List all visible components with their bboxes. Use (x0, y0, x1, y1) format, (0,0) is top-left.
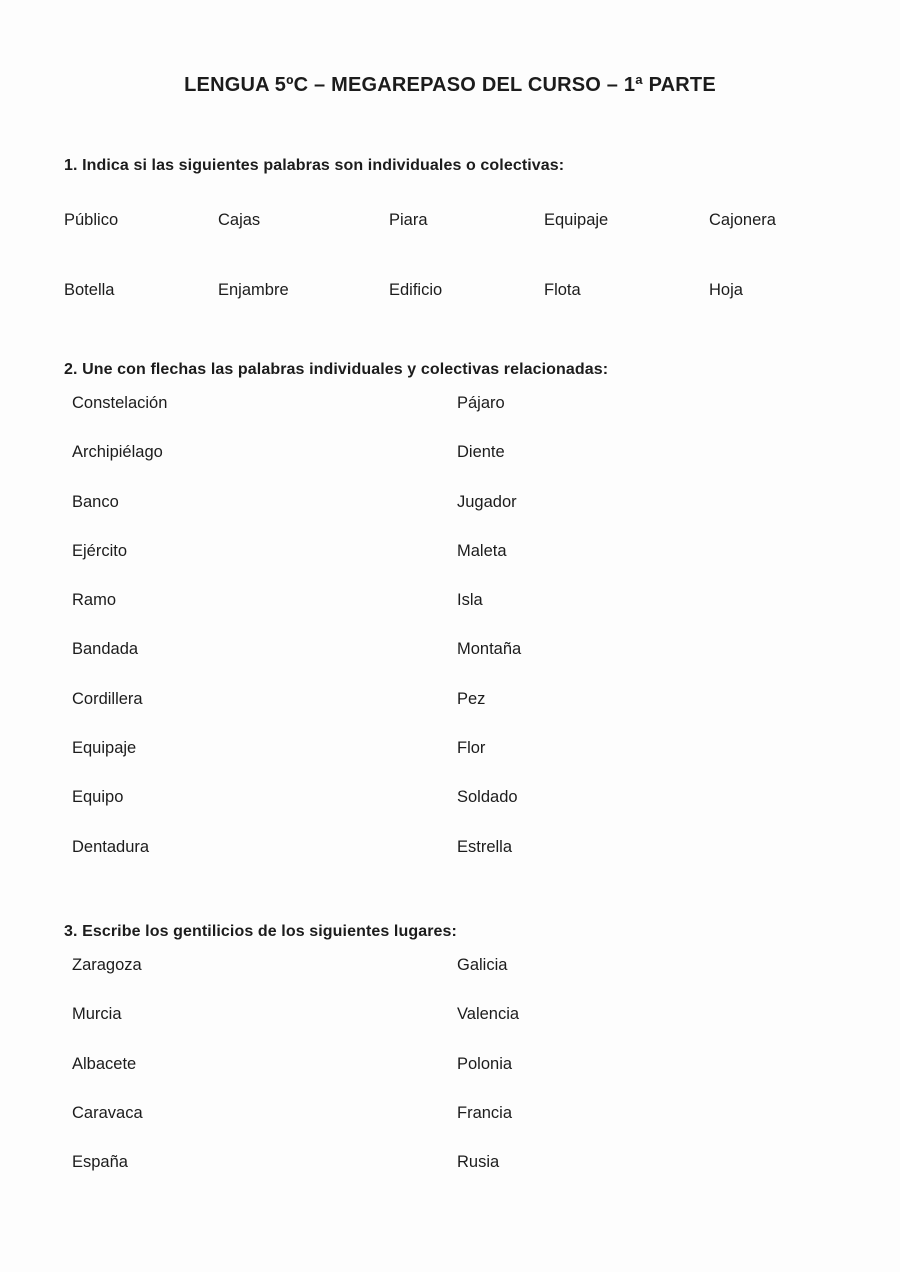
word-item: Estrella (457, 837, 513, 856)
word-item: Cajas (218, 211, 261, 229)
exercise1-word-row (64, 281, 743, 300)
pair-row (72, 957, 900, 1006)
pair-row (72, 395, 900, 444)
word-item: Isla (457, 591, 483, 610)
pair-row (72, 543, 900, 592)
word-item: Zaragoza (72, 956, 142, 974)
word-item: Valencia (457, 1005, 520, 1024)
word-item: Pez (457, 689, 486, 708)
word-item: Flor (457, 739, 486, 758)
word-item: Polonia (457, 1054, 513, 1073)
word-item: Bandada (72, 640, 139, 659)
word-item: Caravaca (72, 1103, 143, 1122)
word-item: Edificio (389, 281, 443, 299)
word-item: Francia (457, 1103, 513, 1122)
word-item: Diente (457, 443, 505, 462)
word-item: Dentadura (72, 837, 150, 856)
pair-row (72, 494, 900, 543)
exercise3-pair-list (72, 957, 900, 1203)
pair-row (72, 691, 900, 740)
pair-row (72, 740, 900, 789)
exercise1-heading: 1. Indica si las siguientes palabras son individuales o colectivas: (64, 157, 565, 175)
word-item: Montaña (457, 640, 522, 659)
word-item: Maleta (457, 541, 507, 560)
word-item: Equipaje (544, 211, 609, 229)
pair-row (72, 1056, 900, 1105)
pair-row (72, 1006, 900, 1055)
word-item: Jugador (457, 492, 517, 511)
word-item: Galicia (457, 956, 508, 974)
word-item: Banco (72, 492, 119, 511)
pair-row (72, 592, 900, 641)
word-item: Enjambre (218, 281, 289, 299)
pair-row (72, 789, 900, 838)
pair-row (72, 641, 900, 690)
word-item: Ramo (72, 591, 117, 610)
word-item: Cordillera (72, 689, 143, 708)
word-item: Botella (64, 281, 115, 299)
word-item: Ejército (72, 541, 128, 560)
word-item: Albacete (72, 1054, 137, 1073)
pair-row (72, 839, 900, 888)
word-item: Hoja (709, 281, 743, 299)
pair-row (72, 1154, 900, 1203)
word-item: Equipo (72, 788, 124, 807)
word-item: Rusia (457, 1153, 500, 1172)
word-item: Piara (389, 211, 428, 229)
word-item: Flota (544, 281, 581, 299)
word-item: España (72, 1153, 128, 1172)
word-item: Equipaje (72, 739, 137, 758)
pair-row (72, 1105, 900, 1154)
page-title: LENGUA 5ºC – MEGAREPASO DEL CURSO – 1ª PARTE (184, 74, 716, 97)
word-item: Constelación (72, 394, 168, 412)
word-item: Archipiélago (72, 443, 163, 462)
word-item: Murcia (72, 1005, 122, 1024)
exercise2-pair-list (72, 395, 900, 888)
pair-row (72, 444, 900, 493)
word-item: Público (64, 211, 119, 229)
exercise3-heading: 3. Escribe los gentilicios de los siguientes lugares: (64, 923, 457, 941)
word-item: Cajonera (709, 211, 776, 229)
exercise1-word-row (64, 211, 776, 230)
word-item: Pájaro (457, 394, 505, 412)
exercise2-heading: 2. Une con flechas las palabras individuales y colectivas relacionadas: (64, 361, 609, 379)
word-item: Soldado (457, 788, 518, 807)
